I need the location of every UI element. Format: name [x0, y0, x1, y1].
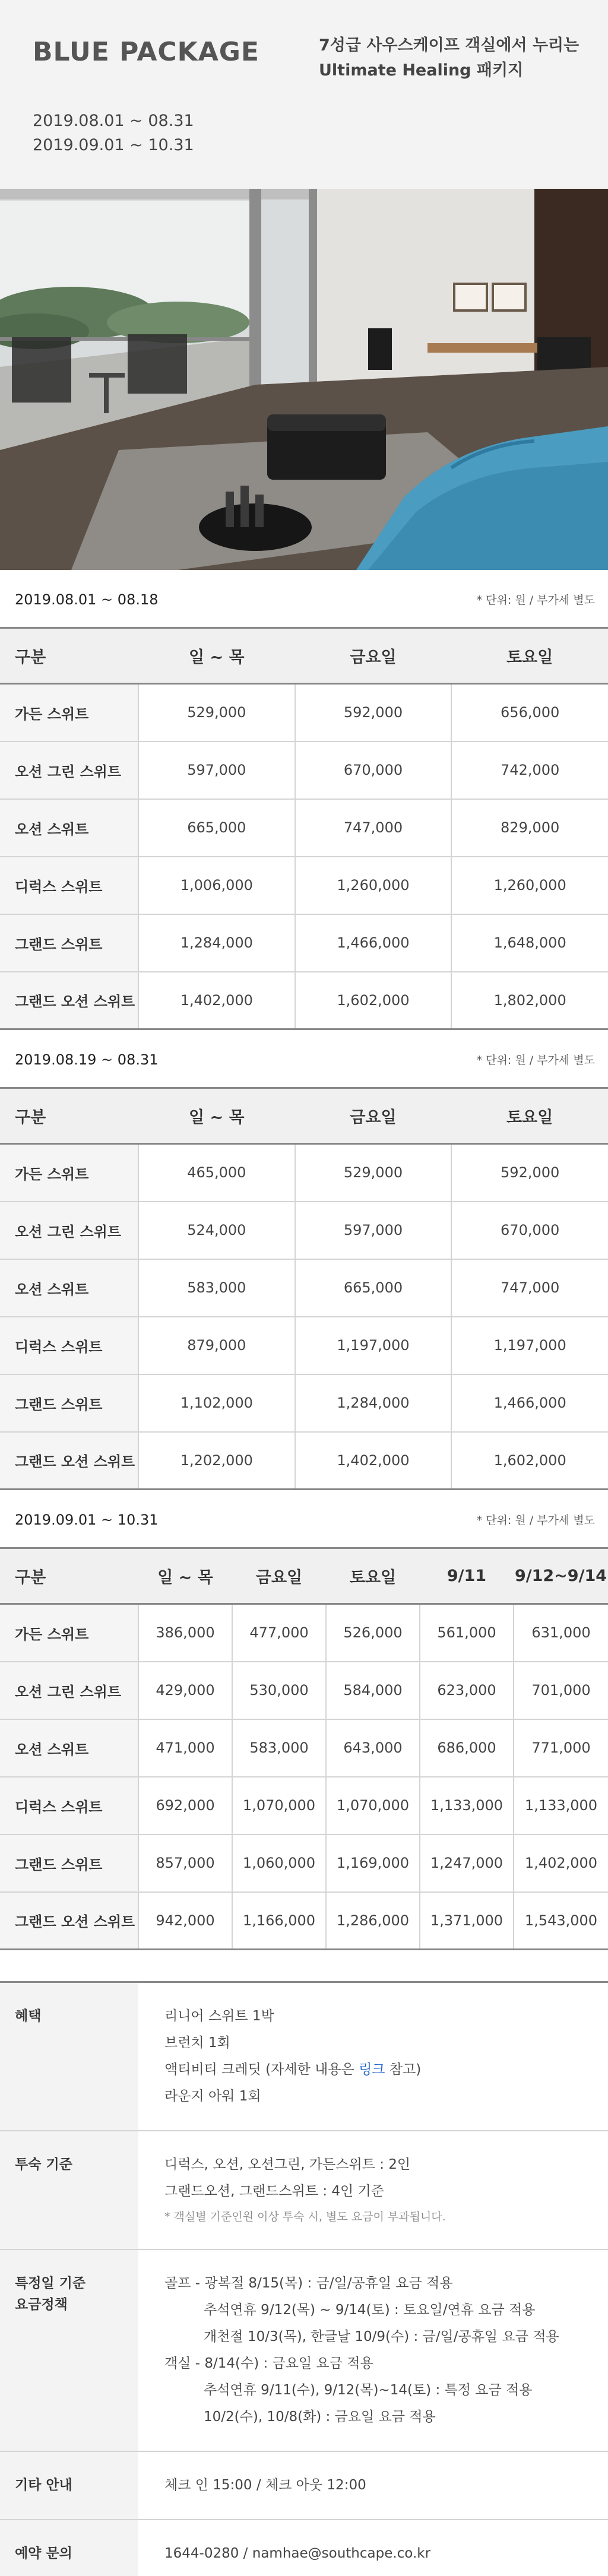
- special-rate-line: 골프 - 광복절 8/15(목) : 금/일/공휴일 요금 적용: [164, 2276, 453, 2291]
- table-row: [0, 684, 608, 742]
- rate-table-1: [0, 627, 608, 1030]
- occupancy-note: * 객실별 기준인원 이상 투숙 시, 별도 요금이 부과됩니다.: [164, 2210, 446, 2223]
- room-name: 오션 스위트: [0, 1719, 138, 1777]
- room-name: 오션 스위트: [0, 1259, 138, 1317]
- room-name: 그랜드 스위트: [0, 914, 138, 972]
- table-row: [0, 1719, 608, 1777]
- col-header: 일 ~ 목: [138, 1548, 232, 1604]
- rate-cell: 1,402,000: [514, 1834, 608, 1892]
- rate-cell: 524,000: [138, 1202, 295, 1259]
- contact-content: 1644-0280 / namhae@southcape.co.kr: [164, 2546, 431, 2561]
- package-subtitle: [319, 33, 579, 83]
- rate-cell: 623,000: [420, 1662, 514, 1719]
- table-row: [0, 1604, 608, 1662]
- rate-cell: 771,000: [514, 1719, 608, 1777]
- rate-cell: 1,260,000: [451, 857, 608, 914]
- benefit-text: 액티비티 크레딧 (자세한 내용은: [164, 2062, 359, 2077]
- rate-cell: 1,602,000: [295, 972, 452, 1029]
- col-header: 토요일: [326, 1548, 420, 1604]
- rate-cell: 1,402,000: [295, 1432, 452, 1490]
- table-row: [0, 1662, 608, 1719]
- rate-cell: 631,000: [514, 1604, 608, 1662]
- info-label: 기타 안내: [0, 2452, 138, 2519]
- rate-cell: 1,466,000: [451, 1374, 608, 1432]
- table-row: [0, 1202, 608, 1259]
- rate-cell: 597,000: [295, 1202, 452, 1259]
- rate-cell: 879,000: [138, 1317, 295, 1374]
- rate-cell: 1,284,000: [138, 914, 295, 972]
- rate-cell: 529,000: [138, 684, 295, 742]
- rate-section-header: [0, 570, 608, 627]
- rate-cell: 530,000: [232, 1662, 326, 1719]
- special-rate-line: 추석연휴 9/11(수), 9/12(목)~14(토) : 특정 요금 적용: [204, 2382, 533, 2398]
- rate-cell: 686,000: [420, 1719, 514, 1777]
- room-name: 그랜드 오션 스위트: [0, 1892, 138, 1950]
- room-name: 오션 그린 스위트: [0, 1202, 138, 1259]
- other-content: 체크 인 15:00 / 체크 아웃 12:00: [164, 2477, 366, 2493]
- rate-cell: 742,000: [451, 742, 608, 799]
- rate-cell: 665,000: [138, 799, 295, 857]
- rate-cell: 656,000: [451, 684, 608, 742]
- col-header: 구분: [0, 1548, 138, 1604]
- unit-note: * 단위: 원 / 부가세 별도: [476, 594, 595, 607]
- table-row: [0, 1432, 608, 1490]
- rate-cell: 747,000: [451, 1259, 608, 1317]
- col-header: 금요일: [232, 1548, 326, 1604]
- table-row: [0, 972, 608, 1029]
- rate-cell: 1,247,000: [420, 1834, 514, 1892]
- info-row-contact: [0, 2520, 608, 2576]
- info-row-special-rates: [0, 2250, 608, 2452]
- package-dates: [33, 109, 194, 157]
- room-name: 디럭스 스위트: [0, 1777, 138, 1834]
- rate-cell: 1,070,000: [326, 1777, 420, 1834]
- rate-cell: 1,197,000: [295, 1317, 452, 1374]
- table-header-row: [0, 628, 608, 684]
- rate-period: 2019.09.01 ~ 10.31: [15, 1512, 159, 1528]
- col-header: 일 ~ 목: [138, 628, 295, 684]
- info-row-benefits: [0, 1983, 608, 2131]
- rate-cell: 1,133,000: [514, 1777, 608, 1834]
- occupancy-line: 디럭스, 오션, 오션그린, 가든스위트 : 2인: [164, 2157, 411, 2172]
- rate-period: 2019.08.01 ~ 08.18: [15, 591, 159, 608]
- table-row: [0, 1777, 608, 1834]
- info-label-line: 요금정책: [15, 2297, 68, 2312]
- package-subtitle-line2: Ultimate Healing 패키지: [319, 61, 524, 80]
- occupancy-line: 그랜드오션, 그랜드스위트 : 4인 기준: [164, 2184, 384, 2199]
- room-name: 그랜드 오션 스위트: [0, 972, 138, 1029]
- rate-cell: 1,166,000: [232, 1892, 326, 1950]
- col-header: 일 ~ 목: [138, 1088, 295, 1144]
- rate-cell: 592,000: [451, 1144, 608, 1202]
- info-label-line: 특정일 기준: [15, 2276, 86, 2291]
- room-name: 가든 스위트: [0, 1144, 138, 1202]
- room-name: 오션 그린 스위트: [0, 742, 138, 799]
- table-row: [0, 1259, 608, 1317]
- hotel-suite-photo: [0, 189, 608, 570]
- benefit-item: [164, 2057, 608, 2083]
- benefits-content: [138, 1983, 608, 2130]
- special-rate-line: 10/2(수), 10/8(화) : 금요일 요금 적용: [204, 2409, 436, 2425]
- benefit-text: 참고): [385, 2062, 422, 2077]
- col-header: 토요일: [451, 1088, 608, 1144]
- rate-cell: 701,000: [514, 1662, 608, 1719]
- rate-cell: 1,286,000: [326, 1892, 420, 1950]
- rate-cell: 1,006,000: [138, 857, 295, 914]
- room-name: 가든 스위트: [0, 1604, 138, 1662]
- table-row: [0, 1834, 608, 1892]
- rate-cell: 665,000: [295, 1259, 452, 1317]
- rate-cell: 942,000: [138, 1892, 232, 1950]
- table-row: [0, 857, 608, 914]
- package-header: [0, 0, 608, 189]
- special-rate-line: 객실 - 8/14(수) : 금요일 요금 적용: [164, 2356, 373, 2371]
- package-title: BLUE PACKAGE: [33, 37, 259, 67]
- rate-cell: 829,000: [451, 799, 608, 857]
- package-date-2: 2019.09.01 ~ 10.31: [33, 136, 194, 154]
- rate-table-3: [0, 1547, 608, 1950]
- rate-cell: 1,169,000: [326, 1834, 420, 1892]
- rate-cell: 1,371,000: [420, 1892, 514, 1950]
- rate-cell: 1,466,000: [295, 914, 452, 972]
- rate-cell: 692,000: [138, 1777, 232, 1834]
- rate-cell: 670,000: [295, 742, 452, 799]
- room-name: 오션 스위트: [0, 799, 138, 857]
- rate-period: 2019.08.19 ~ 08.31: [15, 1051, 159, 1068]
- activity-credit-link[interactable]: 링크: [359, 2062, 385, 2077]
- rate-cell: 597,000: [138, 742, 295, 799]
- rate-cell: 1,133,000: [420, 1777, 514, 1834]
- room-name: 디럭스 스위트: [0, 857, 138, 914]
- rate-cell: 747,000: [295, 799, 452, 857]
- rate-cell: 471,000: [138, 1719, 232, 1777]
- rate-cell: 583,000: [232, 1719, 326, 1777]
- rate-cell: 1,260,000: [295, 857, 452, 914]
- special-rates-content: [138, 2250, 608, 2451]
- rate-cell: 526,000: [326, 1604, 420, 1662]
- table-row: [0, 1892, 608, 1950]
- table-row: [0, 742, 608, 799]
- rate-cell: 1,284,000: [295, 1374, 452, 1432]
- rate-cell: 1,802,000: [451, 972, 608, 1029]
- info-label: [0, 2250, 138, 2451]
- room-name: 그랜드 스위트: [0, 1834, 138, 1892]
- rate-cell: 1,648,000: [451, 914, 608, 972]
- package-info: [0, 1981, 608, 2576]
- col-header: 구분: [0, 628, 138, 684]
- col-header: 토요일: [451, 628, 608, 684]
- rate-section-2: [0, 1030, 608, 1490]
- room-name: 디럭스 스위트: [0, 1317, 138, 1374]
- table-row: [0, 799, 608, 857]
- rate-cell: 477,000: [232, 1604, 326, 1662]
- rate-cell: 670,000: [451, 1202, 608, 1259]
- rate-cell: 561,000: [420, 1604, 514, 1662]
- rate-cell: 1,070,000: [232, 1777, 326, 1834]
- hotel-suite-illustration: [0, 189, 608, 570]
- rate-cell: 529,000: [295, 1144, 452, 1202]
- rate-cell: 1,402,000: [138, 972, 295, 1029]
- col-header: 금요일: [295, 628, 452, 684]
- info-label: 예약 문의: [0, 2520, 138, 2576]
- table-row: [0, 1144, 608, 1202]
- package-subtitle-line1: 7성급 사우스케이프 객실에서 누리는: [319, 36, 580, 55]
- occupancy-content: [138, 2131, 608, 2249]
- table-row: [0, 914, 608, 972]
- rate-cell: 1,102,000: [138, 1374, 295, 1432]
- rate-section-3: [0, 1490, 608, 1950]
- rate-section-header: [0, 1030, 608, 1087]
- rate-section-header: [0, 1490, 608, 1547]
- benefit-item: 브런치 1회: [164, 2035, 230, 2051]
- room-name: 가든 스위트: [0, 684, 138, 742]
- special-rate-line: 추석연휴 9/12(목) ~ 9/14(토) : 토요일/연휴 요금 적용: [204, 2302, 536, 2318]
- rate-cell: 386,000: [138, 1604, 232, 1662]
- info-row-other: [0, 2452, 608, 2520]
- room-name: 오션 그린 스위트: [0, 1662, 138, 1719]
- rate-table-2: [0, 1087, 608, 1490]
- table-header-row: [0, 1088, 608, 1144]
- benefit-item: 리니어 스위트 1박: [164, 2008, 274, 2024]
- table-header-row: [0, 1548, 608, 1604]
- unit-note: * 단위: 원 / 부가세 별도: [476, 1054, 595, 1067]
- rate-cell: 584,000: [326, 1662, 420, 1719]
- room-name: 그랜드 오션 스위트: [0, 1432, 138, 1490]
- info-row-occupancy: [0, 2131, 608, 2250]
- unit-note: * 단위: 원 / 부가세 별도: [476, 1514, 595, 1527]
- rate-cell: 1,543,000: [514, 1892, 608, 1950]
- info-label: 혜택: [0, 1983, 138, 2130]
- col-header: 9/12~9/14: [514, 1548, 608, 1604]
- col-header: 구분: [0, 1088, 138, 1144]
- rate-cell: 465,000: [138, 1144, 295, 1202]
- room-name: 그랜드 스위트: [0, 1374, 138, 1432]
- rate-cell: 592,000: [295, 684, 452, 742]
- table-row: [0, 1374, 608, 1432]
- info-label: 투숙 기준: [0, 2131, 138, 2249]
- table-row: [0, 1317, 608, 1374]
- rate-cell: 857,000: [138, 1834, 232, 1892]
- benefit-item: 라운지 아워 1회: [164, 2089, 261, 2104]
- rate-cell: 583,000: [138, 1259, 295, 1317]
- rate-cell: 429,000: [138, 1662, 232, 1719]
- col-header: 9/11: [420, 1548, 514, 1604]
- rate-cell: 1,602,000: [451, 1432, 608, 1490]
- col-header: 금요일: [295, 1088, 452, 1144]
- rate-cell: 1,202,000: [138, 1432, 295, 1490]
- rate-cell: 1,197,000: [451, 1317, 608, 1374]
- rate-cell: 1,060,000: [232, 1834, 326, 1892]
- package-date-1: 2019.08.01 ~ 08.31: [33, 112, 194, 130]
- special-rate-line: 개천절 10/3(목), 한글날 10/9(수) : 금/일/공휴일 요금 적용: [204, 2329, 559, 2344]
- rate-cell: 643,000: [326, 1719, 420, 1777]
- rate-section-1: [0, 570, 608, 1030]
